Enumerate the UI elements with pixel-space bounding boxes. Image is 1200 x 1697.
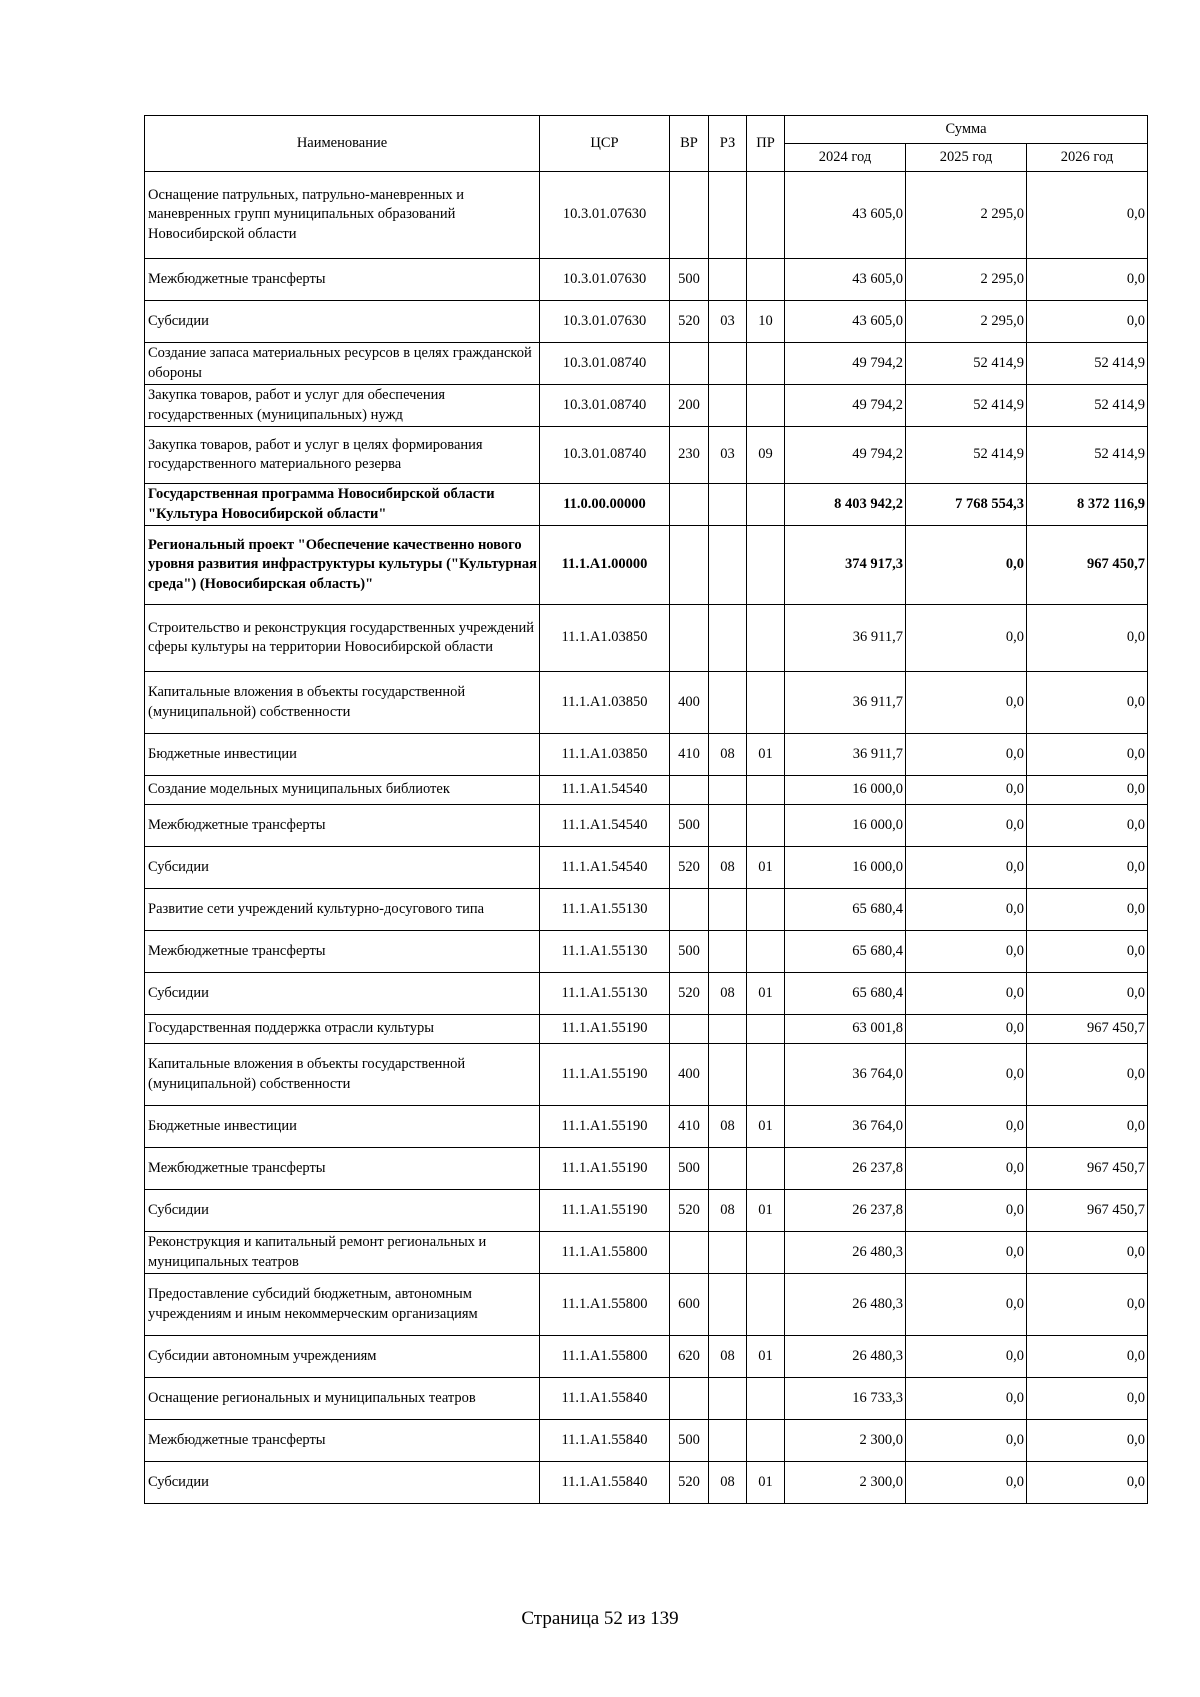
row-name: Капитальные вложения в объекты государственной (муниципальной) собственности	[145, 672, 540, 734]
row-sum-2024: 65 680,4	[785, 973, 906, 1015]
row-rz	[709, 1148, 747, 1190]
row-sum-2024: 16 000,0	[785, 805, 906, 847]
header-year-2025: 2025 год	[906, 144, 1027, 172]
row-sum-2024: 8 403 942,2	[785, 484, 906, 526]
row-vr	[670, 343, 709, 385]
row-sum-2025: 0,0	[906, 1148, 1027, 1190]
row-name: Межбюджетные трансферты	[145, 259, 540, 301]
row-sum-2025: 0,0	[906, 1106, 1027, 1148]
row-rz: 08	[709, 1462, 747, 1504]
row-rz	[709, 1420, 747, 1462]
row-sum-2026: 0,0	[1027, 847, 1148, 889]
row-sum-2025: 0,0	[906, 1336, 1027, 1378]
row-sum-2026: 0,0	[1027, 1336, 1148, 1378]
row-vr	[670, 1232, 709, 1274]
table-header	[145, 116, 1148, 172]
row-vr: 410	[670, 1106, 709, 1148]
row-csr: 11.1.А1.55190	[540, 1148, 670, 1190]
row-csr: 11.1.А1.55840	[540, 1420, 670, 1462]
row-pr: 01	[747, 734, 785, 776]
row-sum-2024: 43 605,0	[785, 172, 906, 259]
row-pr: 01	[747, 1190, 785, 1232]
budget-table	[144, 115, 1148, 1504]
row-sum-2025: 0,0	[906, 1274, 1027, 1336]
table-row	[145, 484, 1148, 526]
row-name: Развитие сети учреждений культурно-досугового типа	[145, 889, 540, 931]
row-csr: 11.1.А1.54540	[540, 847, 670, 889]
row-csr: 11.1.А1.03850	[540, 734, 670, 776]
row-sum-2026: 967 450,7	[1027, 1015, 1148, 1044]
table-row	[145, 1148, 1148, 1190]
row-name: Субсидии	[145, 973, 540, 1015]
row-sum-2025: 0,0	[906, 1044, 1027, 1106]
row-vr	[670, 776, 709, 805]
row-sum-2026: 52 414,9	[1027, 427, 1148, 484]
row-vr: 600	[670, 1274, 709, 1336]
row-sum-2025: 0,0	[906, 734, 1027, 776]
row-sum-2026: 52 414,9	[1027, 385, 1148, 427]
row-sum-2025: 0,0	[906, 526, 1027, 605]
row-pr: 09	[747, 427, 785, 484]
row-name: Государственная поддержка отрасли культуры	[145, 1015, 540, 1044]
row-name: Оснащение региональных и муниципальных театров	[145, 1378, 540, 1420]
row-vr: 520	[670, 973, 709, 1015]
row-name: Оснащение патрульных, патрульно-маневренных и маневренных групп муниципальных образований Новосибирской области	[145, 172, 540, 259]
table-row	[145, 672, 1148, 734]
row-pr	[747, 484, 785, 526]
row-vr	[670, 889, 709, 931]
row-pr	[747, 605, 785, 672]
row-vr: 500	[670, 1420, 709, 1462]
row-vr: 400	[670, 1044, 709, 1106]
row-pr	[747, 343, 785, 385]
row-sum-2026: 52 414,9	[1027, 343, 1148, 385]
row-sum-2025: 0,0	[906, 847, 1027, 889]
row-csr: 11.1.А1.55190	[540, 1190, 670, 1232]
row-rz	[709, 484, 747, 526]
row-sum-2026: 0,0	[1027, 889, 1148, 931]
row-csr: 11.1.А1.55800	[540, 1274, 670, 1336]
table-row	[145, 1232, 1148, 1274]
row-name: Предоставление субсидий бюджетным, автономным учреждениям и иным некоммерческим организациям	[145, 1274, 540, 1336]
row-name: Субсидии автономным учреждениям	[145, 1336, 540, 1378]
row-sum-2024: 36 911,7	[785, 605, 906, 672]
row-vr	[670, 1378, 709, 1420]
row-csr: 11.1.А1.55800	[540, 1232, 670, 1274]
row-rz	[709, 1044, 747, 1106]
row-rz	[709, 1274, 747, 1336]
row-rz: 03	[709, 301, 747, 343]
row-sum-2025: 0,0	[906, 1378, 1027, 1420]
row-pr: 01	[747, 1462, 785, 1504]
row-pr	[747, 672, 785, 734]
row-pr	[747, 1148, 785, 1190]
row-sum-2026: 0,0	[1027, 1044, 1148, 1106]
row-name: Создание модельных муниципальных библиотек	[145, 776, 540, 805]
row-rz	[709, 1015, 747, 1044]
row-sum-2025: 52 414,9	[906, 343, 1027, 385]
row-pr: 01	[747, 1336, 785, 1378]
row-sum-2025: 52 414,9	[906, 385, 1027, 427]
row-sum-2026: 0,0	[1027, 1420, 1148, 1462]
row-name: Субсидии	[145, 1462, 540, 1504]
row-sum-2025: 0,0	[906, 1232, 1027, 1274]
row-sum-2024: 49 794,2	[785, 427, 906, 484]
row-pr	[747, 776, 785, 805]
row-name: Закупка товаров, работ и услуг для обеспечения государственных (муниципальных) нужд	[145, 385, 540, 427]
table-row	[145, 931, 1148, 973]
row-csr: 11.1.А1.55190	[540, 1106, 670, 1148]
table-row	[145, 343, 1148, 385]
table-row	[145, 259, 1148, 301]
row-vr: 410	[670, 734, 709, 776]
row-rz	[709, 343, 747, 385]
row-sum-2026: 0,0	[1027, 172, 1148, 259]
row-csr: 10.3.01.08740	[540, 385, 670, 427]
row-sum-2024: 374 917,3	[785, 526, 906, 605]
row-pr: 01	[747, 1106, 785, 1148]
row-sum-2025: 0,0	[906, 776, 1027, 805]
row-sum-2024: 26 480,3	[785, 1274, 906, 1336]
row-pr: 01	[747, 973, 785, 1015]
row-csr: 11.0.00.00000	[540, 484, 670, 526]
row-vr	[670, 605, 709, 672]
row-vr: 520	[670, 847, 709, 889]
row-name: Субсидии	[145, 847, 540, 889]
row-vr: 500	[670, 259, 709, 301]
row-sum-2026: 0,0	[1027, 301, 1148, 343]
row-pr	[747, 805, 785, 847]
row-name: Бюджетные инвестиции	[145, 734, 540, 776]
row-sum-2025: 0,0	[906, 973, 1027, 1015]
row-vr: 400	[670, 672, 709, 734]
row-rz	[709, 931, 747, 973]
row-pr	[747, 1044, 785, 1106]
row-sum-2026: 8 372 116,9	[1027, 484, 1148, 526]
row-sum-2026: 0,0	[1027, 1232, 1148, 1274]
row-sum-2024: 16 000,0	[785, 847, 906, 889]
row-vr	[670, 172, 709, 259]
row-pr	[747, 259, 785, 301]
table-row	[145, 1420, 1148, 1462]
row-sum-2025: 2 295,0	[906, 259, 1027, 301]
header-sum: Сумма	[785, 116, 1148, 144]
table-row	[145, 385, 1148, 427]
row-sum-2025: 52 414,9	[906, 427, 1027, 484]
row-sum-2024: 16 733,3	[785, 1378, 906, 1420]
row-rz	[709, 259, 747, 301]
row-sum-2025: 0,0	[906, 1015, 1027, 1044]
row-sum-2024: 43 605,0	[785, 259, 906, 301]
row-name: Межбюджетные трансферты	[145, 1420, 540, 1462]
row-csr: 10.3.01.08740	[540, 427, 670, 484]
row-sum-2024: 49 794,2	[785, 343, 906, 385]
row-csr: 10.3.01.07630	[540, 301, 670, 343]
row-csr: 11.1.А1.55840	[540, 1378, 670, 1420]
row-sum-2026: 967 450,7	[1027, 1148, 1148, 1190]
row-sum-2026: 0,0	[1027, 259, 1148, 301]
row-sum-2024: 49 794,2	[785, 385, 906, 427]
row-pr	[747, 385, 785, 427]
table-row	[145, 427, 1148, 484]
row-csr: 11.1.А1.03850	[540, 672, 670, 734]
row-vr: 520	[670, 1190, 709, 1232]
row-sum-2026: 0,0	[1027, 734, 1148, 776]
row-name: Государственная программа Новосибирской области "Культура Новосибирской области"	[145, 484, 540, 526]
row-vr: 520	[670, 1462, 709, 1504]
page-number: Страница 52 из 139	[521, 1608, 679, 1629]
row-rz	[709, 776, 747, 805]
row-sum-2025: 0,0	[906, 1420, 1027, 1462]
row-name: Строительство и реконструкция государственных учреждений сферы культуры на территории Новосибирской области	[145, 605, 540, 672]
row-csr: 11.1.А1.55130	[540, 931, 670, 973]
row-pr	[747, 1015, 785, 1044]
row-sum-2025: 0,0	[906, 889, 1027, 931]
row-sum-2026: 0,0	[1027, 931, 1148, 973]
row-sum-2024: 43 605,0	[785, 301, 906, 343]
row-sum-2025: 0,0	[906, 931, 1027, 973]
row-sum-2024: 36 911,7	[785, 672, 906, 734]
row-sum-2026: 0,0	[1027, 1462, 1148, 1504]
row-csr: 11.1.А1.03850	[540, 605, 670, 672]
row-rz	[709, 889, 747, 931]
row-pr: 10	[747, 301, 785, 343]
row-sum-2024: 36 911,7	[785, 734, 906, 776]
row-pr	[747, 1420, 785, 1462]
row-sum-2024: 36 764,0	[785, 1106, 906, 1148]
row-sum-2025: 2 295,0	[906, 172, 1027, 259]
row-sum-2026: 967 450,7	[1027, 526, 1148, 605]
header-csr: ЦСР	[540, 116, 670, 172]
row-vr: 500	[670, 1148, 709, 1190]
row-sum-2026: 0,0	[1027, 776, 1148, 805]
row-sum-2026: 0,0	[1027, 1106, 1148, 1148]
row-name: Бюджетные инвестиции	[145, 1106, 540, 1148]
table-row	[145, 1274, 1148, 1336]
table-row	[145, 1378, 1148, 1420]
row-vr: 230	[670, 427, 709, 484]
row-vr	[670, 1015, 709, 1044]
row-name: Субсидии	[145, 1190, 540, 1232]
header-pr: ПР	[747, 116, 785, 172]
row-name: Реконструкция и капитальный ремонт региональных и муниципальных театров	[145, 1232, 540, 1274]
row-pr	[747, 1232, 785, 1274]
row-sum-2024: 26 237,8	[785, 1148, 906, 1190]
row-sum-2025: 2 295,0	[906, 301, 1027, 343]
row-sum-2025: 0,0	[906, 1462, 1027, 1504]
row-rz: 08	[709, 1336, 747, 1378]
table-row	[145, 1106, 1148, 1148]
table-row	[145, 889, 1148, 931]
row-rz	[709, 805, 747, 847]
row-sum-2025: 0,0	[906, 805, 1027, 847]
row-csr: 10.3.01.07630	[540, 259, 670, 301]
header-rz: РЗ	[709, 116, 747, 172]
row-vr: 500	[670, 805, 709, 847]
row-rz: 08	[709, 734, 747, 776]
row-sum-2026: 0,0	[1027, 672, 1148, 734]
row-name: Межбюджетные трансферты	[145, 931, 540, 973]
row-sum-2024: 2 300,0	[785, 1420, 906, 1462]
table-row	[145, 776, 1148, 805]
row-rz: 08	[709, 1106, 747, 1148]
row-csr: 10.3.01.08740	[540, 343, 670, 385]
row-rz	[709, 172, 747, 259]
table-body	[145, 172, 1148, 1504]
row-csr: 11.1.А1.54540	[540, 805, 670, 847]
row-sum-2025: 0,0	[906, 672, 1027, 734]
row-sum-2024: 26 480,3	[785, 1336, 906, 1378]
row-name: Создание запаса материальных ресурсов в целях гражданской обороны	[145, 343, 540, 385]
row-pr	[747, 1274, 785, 1336]
row-sum-2026: 0,0	[1027, 605, 1148, 672]
table-row	[145, 301, 1148, 343]
row-pr	[747, 931, 785, 973]
row-vr: 500	[670, 931, 709, 973]
row-sum-2024: 65 680,4	[785, 931, 906, 973]
row-csr: 11.1.А1.00000	[540, 526, 670, 605]
row-sum-2024: 2 300,0	[785, 1462, 906, 1504]
row-vr: 520	[670, 301, 709, 343]
row-pr: 01	[747, 847, 785, 889]
row-vr	[670, 484, 709, 526]
row-pr	[747, 889, 785, 931]
table-row	[145, 1044, 1148, 1106]
row-sum-2026: 0,0	[1027, 1274, 1148, 1336]
row-rz	[709, 385, 747, 427]
row-pr	[747, 526, 785, 605]
row-rz	[709, 672, 747, 734]
row-csr: 11.1.А1.55190	[540, 1015, 670, 1044]
row-name: Межбюджетные трансферты	[145, 805, 540, 847]
row-name: Субсидии	[145, 301, 540, 343]
row-rz: 03	[709, 427, 747, 484]
row-sum-2026: 0,0	[1027, 1378, 1148, 1420]
row-sum-2026: 0,0	[1027, 805, 1148, 847]
table-row	[145, 1015, 1148, 1044]
header-year-2026: 2026 год	[1027, 144, 1148, 172]
row-rz: 08	[709, 1190, 747, 1232]
row-name: Межбюджетные трансферты	[145, 1148, 540, 1190]
row-rz: 08	[709, 973, 747, 1015]
table-row	[145, 805, 1148, 847]
row-csr: 11.1.А1.55800	[540, 1336, 670, 1378]
row-csr: 10.3.01.07630	[540, 172, 670, 259]
row-rz	[709, 605, 747, 672]
row-rz	[709, 526, 747, 605]
row-csr: 11.1.А1.55190	[540, 1044, 670, 1106]
row-sum-2024: 26 480,3	[785, 1232, 906, 1274]
header-vr: ВР	[670, 116, 709, 172]
row-vr	[670, 526, 709, 605]
table-row	[145, 1462, 1148, 1504]
row-rz	[709, 1232, 747, 1274]
row-name: Закупка товаров, работ и услуг в целях формирования государственного материального резерва	[145, 427, 540, 484]
row-rz	[709, 1378, 747, 1420]
row-sum-2026: 967 450,7	[1027, 1190, 1148, 1232]
row-sum-2025: 7 768 554,3	[906, 484, 1027, 526]
row-sum-2024: 36 764,0	[785, 1044, 906, 1106]
row-name: Региональный проект "Обеспечение качественно нового уровня развития инфраструктуры культуры ("Культурная среда") (Новосибирская область)"	[145, 526, 540, 605]
row-vr: 200	[670, 385, 709, 427]
table-row	[145, 605, 1148, 672]
table-row	[145, 847, 1148, 889]
table-row	[145, 1190, 1148, 1232]
row-name: Капитальные вложения в объекты государственной (муниципальной) собственности	[145, 1044, 540, 1106]
row-sum-2024: 26 237,8	[785, 1190, 906, 1232]
row-csr: 11.1.А1.55130	[540, 973, 670, 1015]
row-sum-2025: 0,0	[906, 605, 1027, 672]
row-csr: 11.1.А1.55130	[540, 889, 670, 931]
table-row	[145, 734, 1148, 776]
row-pr	[747, 172, 785, 259]
row-rz: 08	[709, 847, 747, 889]
row-sum-2024: 16 000,0	[785, 776, 906, 805]
header-year-2024: 2024 год	[785, 144, 906, 172]
table-row	[145, 172, 1148, 259]
row-sum-2026: 0,0	[1027, 973, 1148, 1015]
table-row	[145, 526, 1148, 605]
row-sum-2024: 63 001,8	[785, 1015, 906, 1044]
table-row	[145, 1336, 1148, 1378]
row-vr: 620	[670, 1336, 709, 1378]
row-sum-2025: 0,0	[906, 1190, 1027, 1232]
row-sum-2024: 65 680,4	[785, 889, 906, 931]
row-csr: 11.1.А1.54540	[540, 776, 670, 805]
header-name: Наименование	[145, 116, 540, 172]
row-pr	[747, 1378, 785, 1420]
table-row	[145, 973, 1148, 1015]
row-csr: 11.1.А1.55840	[540, 1462, 670, 1504]
